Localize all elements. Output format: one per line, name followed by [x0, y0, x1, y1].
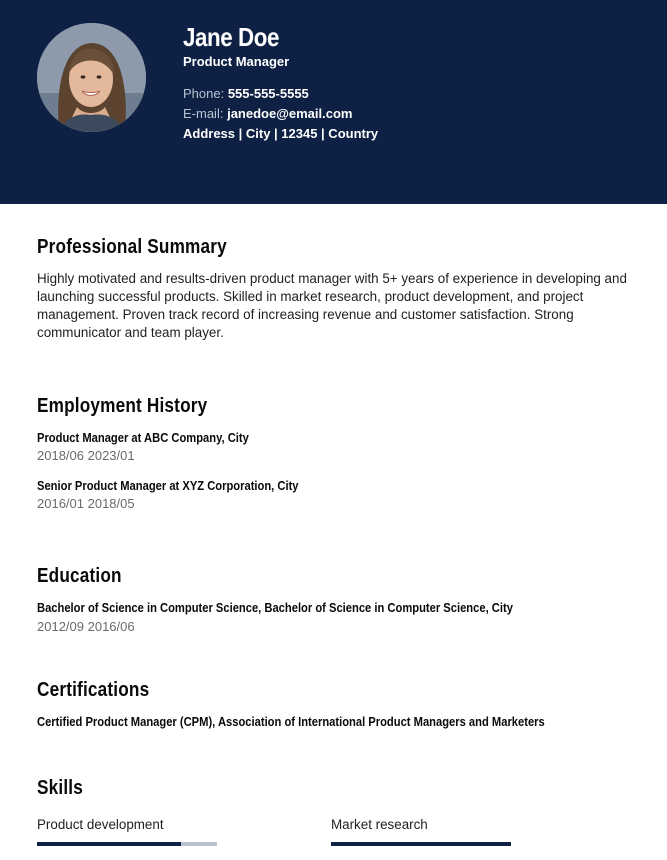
candidate-role: Product Manager	[183, 54, 290, 69]
employment-heading: Employment History	[37, 395, 208, 417]
education-item-title: Bachelor of Science in Computer Science, Bachelor of Science in Computer Science, City	[37, 600, 513, 615]
education-item-dates: 2012/09 2016/06	[37, 619, 135, 634]
education-heading: Education	[37, 565, 122, 587]
summary-heading: Professional Summary	[37, 236, 227, 258]
employment-item-title: Product Manager at ABC Company, City	[37, 430, 249, 445]
email-label: E-mail:	[183, 106, 224, 121]
email-value: janedoe@email.com	[227, 106, 353, 121]
profile-photo-icon	[37, 23, 146, 132]
skill-level-bar	[37, 842, 217, 846]
resume-header	[0, 0, 667, 204]
employment-item-dates: 2016/01 2018/05	[37, 496, 135, 511]
contact-address: Address | City | 12345 | Country	[183, 126, 379, 141]
phone-label: Phone:	[183, 86, 225, 101]
summary-text: Highly motivated and results-driven product manager with 5+ years of experience in developing and launching successful products. Skilled in market research, product development, and project management. Proven track record of increasing revenue and customer satisfaction. Strong communicator and team player.	[37, 271, 627, 340]
employment-item-title: Senior Product Manager at XYZ Corporation, City	[37, 478, 299, 493]
contact-phone	[183, 86, 309, 101]
candidate-name: Jane Doe	[183, 22, 279, 52]
certification-item-title: Certified Product Manager (CPM), Association of International Product Managers and Marketers	[37, 714, 545, 729]
profile-photo	[37, 23, 146, 132]
skill-level-fill	[37, 842, 181, 846]
skill-label: Market research	[331, 817, 428, 832]
skills-heading: Skills	[37, 777, 83, 799]
skill-level-bar	[331, 842, 511, 846]
skill-level-fill	[331, 842, 511, 846]
employment-item-dates: 2018/06 2023/01	[37, 448, 135, 463]
certifications-heading: Certifications	[37, 679, 150, 701]
skill-label: Product development	[37, 817, 164, 832]
phone-value: 555-555-5555	[227, 86, 309, 101]
contact-email	[183, 106, 352, 121]
